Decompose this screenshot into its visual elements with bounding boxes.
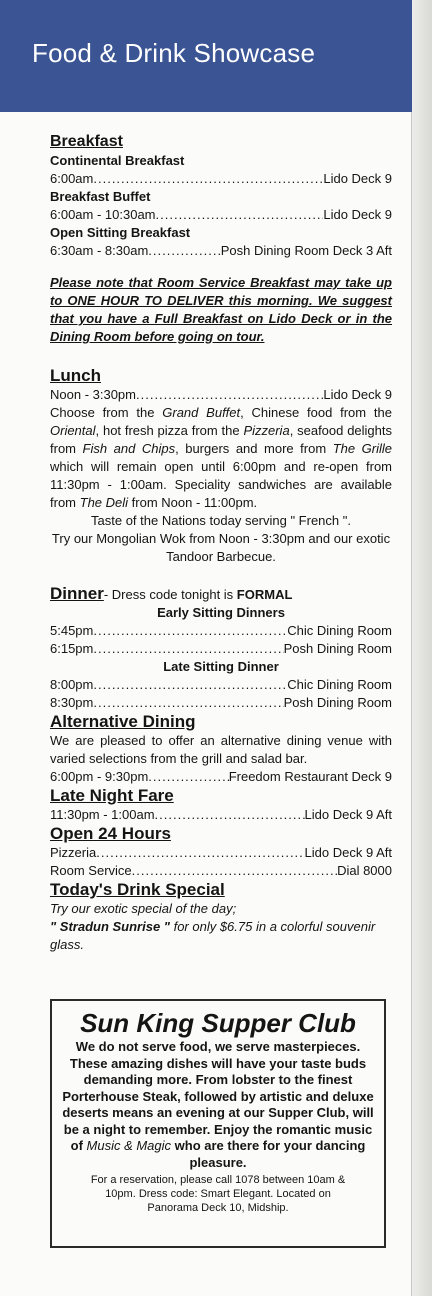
alternative-dining-title: Alternative Dining (50, 712, 196, 731)
dinner-header (50, 584, 392, 604)
continental-place: Lido Deck 9 (323, 171, 392, 186)
open-24-name: Pizzeria (50, 845, 97, 860)
lunch-title: Lunch (50, 366, 101, 385)
leader-dots (148, 242, 220, 260)
dinner-row (50, 676, 392, 694)
leader-dots (93, 694, 283, 712)
dinner-place: Posh Dining Room (283, 641, 392, 656)
dinner-time: 5:45pm (50, 623, 94, 638)
drink-price-text: for only $6.75 in a colorful souvenir glass. (50, 919, 376, 952)
drink-special-title: Today's Drink Special (50, 880, 225, 899)
leader-dots (93, 676, 287, 694)
room-service-note: Please note that Room Service Breakfast may take up to ONE HOUR TO DELIVER this morning. We suggest that you have a Full Breakfast on Lido Deck or in the Dining Room before going on tour. (50, 275, 392, 344)
alternative-dining-text: We are pleased to offer an alternative dining venue with varied selections from the grill and salad bar. (50, 733, 392, 766)
lunch-time: Noon - 3:30pm (50, 387, 136, 402)
dinner-place: Posh Dining Room (283, 695, 392, 710)
alternative-dining-row (50, 768, 392, 786)
continental-breakfast-row (50, 170, 392, 188)
text: , hot fresh pizza from the (95, 423, 244, 438)
supper-club-box (50, 999, 386, 1248)
leader-dots (148, 768, 228, 786)
venue-name: Fish and Chips (82, 441, 176, 456)
dinner-title: Dinner (50, 584, 104, 603)
open-24-row (50, 844, 392, 862)
dress-code-value: FORMAL (236, 587, 293, 602)
dinner-time: 6:15pm (50, 641, 94, 656)
leader-dots (132, 862, 337, 880)
venue-name: Grand Buffet (162, 405, 241, 420)
text: who are there for your dancing pleasure. (171, 1138, 366, 1170)
open-sitting-time: 6:30am - 8:30am (50, 243, 149, 258)
drink-name: " Stradun Sunrise " (50, 919, 170, 934)
dinner-time: 8:30pm (50, 695, 94, 710)
dress-code-text: - Dress code tonight is (103, 587, 237, 602)
text: Choose from the (50, 405, 163, 420)
venue-name: Pizzeria (243, 423, 290, 438)
open-sitting-breakfast-label: Open Sitting Breakfast (50, 225, 191, 240)
leader-dots (93, 622, 287, 640)
open-sitting-place: Posh Dining Room Deck 3 Aft (220, 243, 392, 258)
lunch-place: Lido Deck 9 (323, 387, 392, 402)
dinner-place: Chic Dining Room (287, 677, 392, 692)
open-24-row (50, 862, 392, 880)
dinner-time: 8:00pm (50, 677, 94, 692)
page-title: Food & Drink Showcase (32, 38, 316, 68)
open-24-place: Dial 8000 (337, 863, 392, 878)
late-night-title: Late Night Fare (50, 786, 174, 805)
text: We do not serve food, we serve masterpieces. These amazing dishes will have your taste buds demanding more. From lobster to the finest Porterhouse Steak, followed by artistic and deluxe deserts means an evening at our Supper Club, will be a night to remember. Enjoy the romantic music of (62, 1039, 374, 1153)
open-24-title: Open 24 Hours (50, 824, 171, 843)
open-24-name: Room Service (50, 863, 132, 878)
dinner-row (50, 694, 392, 712)
text: which will remain open until 6:00pm and re-open from 11:30pm - 1:00am. Speciality sandwiches are available from (50, 459, 392, 510)
supper-club-description (52, 1039, 384, 1171)
dinner-place: Chic Dining Room (287, 623, 392, 638)
venue-name: Oriental (50, 423, 96, 438)
alternative-place: Freedom Restaurant Deck 9 (228, 769, 392, 784)
late-night-row (50, 806, 392, 824)
late-night-time: 11:30pm - 1:00am (50, 807, 155, 822)
header-banner (0, 0, 412, 112)
breakfast-title: Breakfast (50, 133, 123, 150)
reservation-info: For a reservation, please call 1078 between 10am & 10pm. Dress code: Smart Elegant. Located on Panorama Deck 10, Midship. (90, 1174, 346, 1214)
dinner-row (50, 640, 392, 658)
lunch-row (50, 386, 392, 404)
mongolian-wok: Try our Mongolian Wok from Noon - 3:30pm and our exotic Tandoor Barbecue. (51, 531, 391, 564)
supper-club-title: Sun King Supper Club (80, 1008, 356, 1038)
early-sitting-title: Early Sitting Dinners (157, 605, 285, 620)
taste-of-nations: Taste of the Nations today serving " French ". (91, 513, 351, 528)
continental-breakfast-label: Continental Breakfast (50, 153, 185, 168)
late-night-place: Lido Deck 9 Aft (304, 807, 392, 822)
menu-content (50, 132, 392, 954)
venue-name: The Grille (332, 441, 392, 456)
open-24-place: Lido Deck 9 Aft (304, 845, 392, 860)
drink-special-line: Try our exotic special of the day; (50, 901, 237, 916)
continental-time: 6:00am (50, 171, 94, 186)
text: , seafood delights from (50, 423, 392, 456)
leader-dots (96, 844, 304, 862)
dinner-row (50, 622, 392, 640)
breakfast-buffet-label: Breakfast Buffet (50, 189, 151, 204)
leader-dots (93, 170, 323, 188)
text: , Chinese food from the (240, 405, 392, 420)
buffet-place: Lido Deck 9 (323, 207, 392, 222)
buffet-time: 6:00am - 10:30am (50, 207, 156, 222)
text: from Noon - 11:00pm. (128, 495, 258, 510)
band-name: Music & Magic (86, 1138, 172, 1153)
alternative-time: 6:00pm - 9:30pm (50, 769, 149, 784)
leader-dots (156, 206, 324, 224)
open-sitting-breakfast-row (50, 242, 392, 260)
drink-special-text (50, 918, 392, 954)
leader-dots (93, 640, 283, 658)
breakfast-buffet-row (50, 206, 392, 224)
leader-dots (136, 386, 323, 404)
page-edge (411, 0, 432, 1296)
late-sitting-title: Late Sitting Dinner (163, 659, 279, 674)
text: , burgers and more from (175, 441, 333, 456)
lunch-description (50, 404, 392, 512)
venue-name: The Deli (79, 495, 129, 510)
leader-dots (155, 806, 305, 824)
